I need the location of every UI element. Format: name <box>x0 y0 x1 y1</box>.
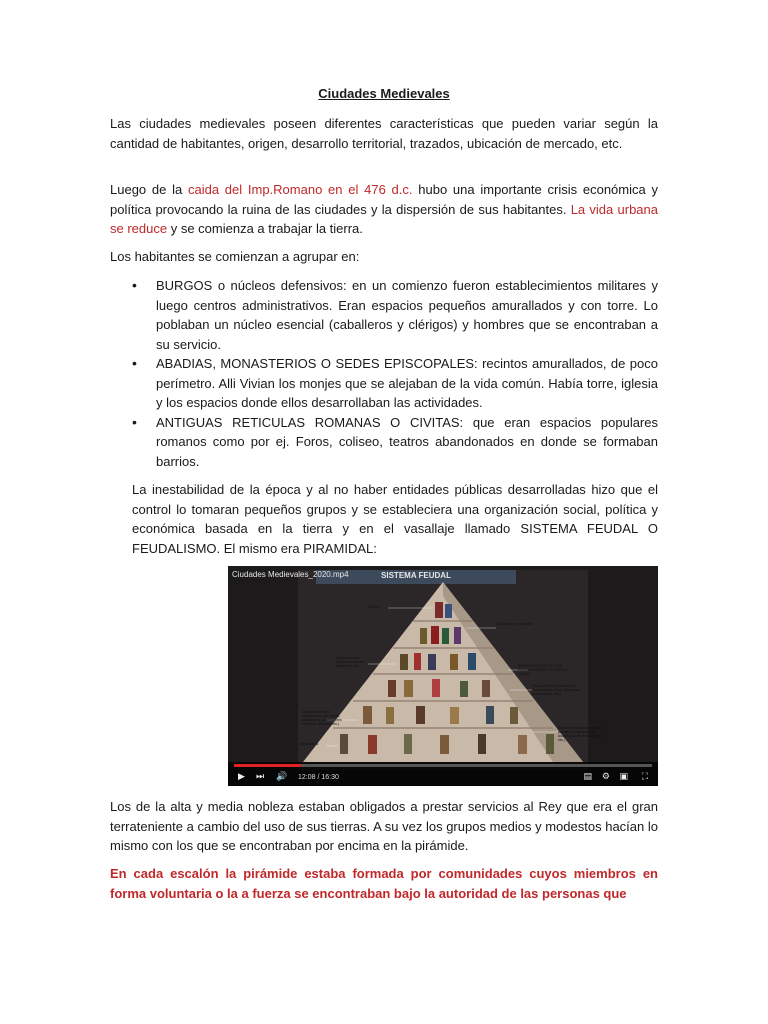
video-controls <box>228 762 658 786</box>
settlement-list <box>132 276 658 471</box>
nobility-paragraph: Los de la alta y media nobleza estaban obligados a prestar servicios al Rey que era el gran terrateniente a cambio del uso de sus tierras. A su vez los grupos medios y modestos hacían lo mismo con los que se encontraban por encima en la pirámide. <box>110 799 658 853</box>
highlight-roman-fall: caida del Imp.Romano en el 476 d.c. <box>187 182 413 197</box>
list-item: • ABADIAS, MONASTERIOS O SEDES EPISCOPALES: recintos amurallados, de poco perímetro. Alli Vivian los monjes que se alejaban de la vida común. Había torre, iglesia y los espacios donde ellos desarrollaban las actividades. <box>132 354 658 413</box>
label-separacion: SEPARACIÓN ENTRE LOS PRIVILEGIADOS Y EL PUEBLO LLANO <box>518 664 569 676</box>
miniplayer-icon[interactable]: ▣ <box>619 771 628 781</box>
highlight-urban-life: La vida urbana se reduce <box>110 201 658 236</box>
next-icon[interactable]: ⏭ <box>256 771 265 781</box>
label-rey: Reyes <box>368 604 380 609</box>
label-marginados: Marginados <box>300 742 319 746</box>
video-progress-fill <box>234 764 301 767</box>
label-alta-nobleza: Alta nobleza y alto clero <box>496 622 534 626</box>
video-progress-bar[interactable] <box>234 764 652 767</box>
page-title: Ciudades Medievales <box>318 86 450 101</box>
feudalism-paragraph: La inestabilidad de la época y al no haber entidades públicas desarrolladas hizo que el control lo tomaran pequeños grupos y se estableciera una organización social, política y económica basada en la tierra y en el vasallaje llamado SISTEMA FEUDAL O FEUDALISMO. El mismo era PIRAMIDAL: <box>132 482 658 556</box>
grouping-paragraph: Los habitantes se comienzan a agrupar en: <box>110 249 360 264</box>
list-item: • BURGOS o núcleos defensivos: en un comienzo fueron establecimientos militares y luego centros administrativos. Eran espacios pequeños amurallados y con torre. Lo poblaban un núcleo esencial (caballeros y clérigos) y hombres que se encontraban a su servicio. <box>132 276 658 354</box>
settings-icon[interactable]: ⚙ <box>601 771 610 781</box>
label-grupos-modestos: Grupos modestos (campesinos con tierras, artesanos y comerciantes humildes, oficiales, etc.) <box>302 710 342 726</box>
label-grupos-medios: Grupos medios (artesanos y comerciantes ricos, labradores acomodados, etc.) <box>532 684 580 696</box>
video-player[interactable] <box>228 566 658 786</box>
community-paragraph: En cada escalón la pirámide estaba formada por comunidades cuyos miembros en forma voluntaria o la a fuerza se encontraban bajo la autoridad de las personas que <box>110 866 658 901</box>
video-banner: SISTEMA FEUDAL <box>381 571 451 580</box>
label-media-nobleza: Nobleza media (sectores urbanos: caballeros, etc.) <box>336 656 365 668</box>
video-timecode: 12:08 / 16:30 <box>298 774 339 781</box>
list-item: • ANTIGUAS RETICULAS ROMANAS O CIVITAS: que eran espacios populares romanos como por ej. Foros, coliseo, teatros abandonados en donde se formaban barrios. <box>132 413 658 472</box>
play-icon[interactable]: ▶ <box>238 771 245 781</box>
video-filename: Ciudades Medievales_2020.mp4 <box>232 570 349 579</box>
roman-fall-paragraph: Luego de la caida del Imp.Romano en el 476 d.c. hubo una importante crisis económica y política provocando la ruina de las ciudades y la dispersión de sus habitantes. La vida urbana se reduce y se comienza a trabajar la tierra. <box>110 182 658 236</box>
intro-paragraph: Las ciudades medievales poseen diferentes características que pueden variar según la cantidad de habitantes, origen, desarrollo territorial, trazados, ubicación de mercado, etc. <box>110 116 658 151</box>
fullscreen-icon[interactable]: ⛶ <box>641 771 648 781</box>
label-estratos-pobres: Estratos más pobres (siervos, jornaleros, trabajadores asalariados de oficios libres, etc.) <box>558 726 605 742</box>
captions-icon[interactable]: ▤ <box>583 771 592 781</box>
feudal-pyramid-image <box>228 566 658 786</box>
volume-icon[interactable]: 🔊 <box>276 771 288 781</box>
